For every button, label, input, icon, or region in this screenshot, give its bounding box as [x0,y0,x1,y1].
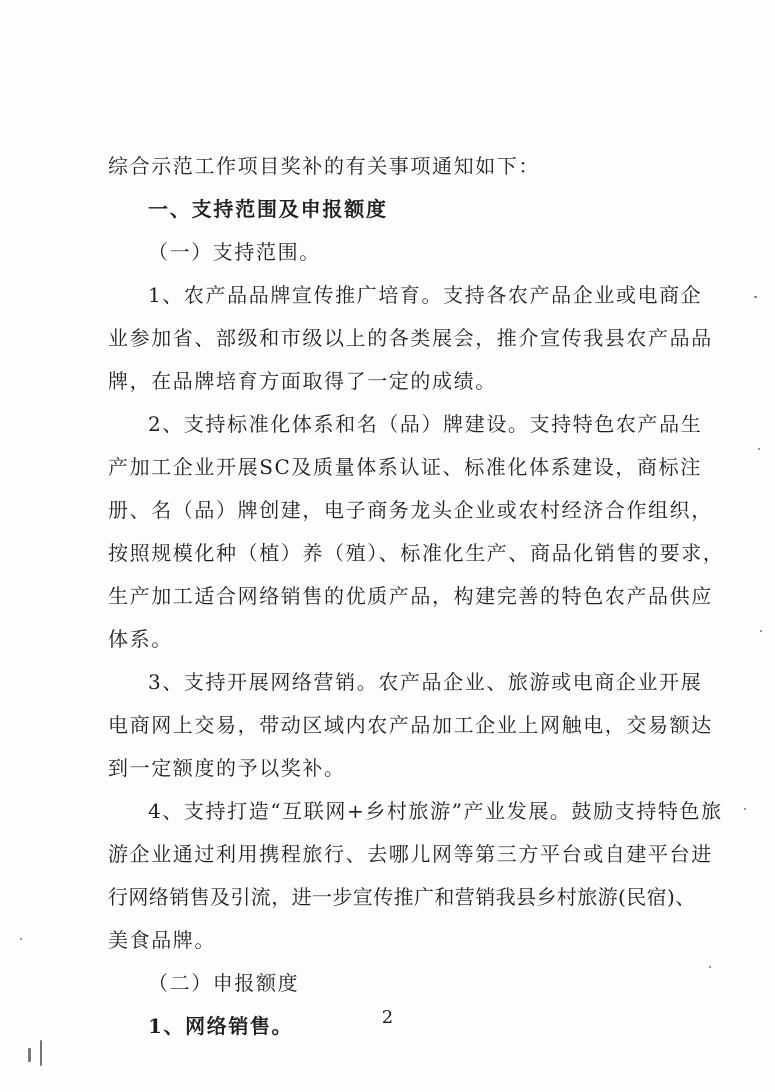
paragraph-line: 3、支持开展网络营销。农产品企业、旅游或电商企业开展 [148,670,703,694]
paragraph-item-1 [108,277,713,399]
scan-speck [28,1048,31,1062]
paragraph-line: 体系。 [108,627,173,651]
paragraph-line: 游企业通过利用携程旅行、去哪儿网等第三方平台或自建平台进 [108,842,713,866]
intro-line: 综合示范工作项目奖补的有关事项通知如下： [108,154,540,178]
scan-speck [758,448,760,450]
subsection-heading-scope: （一）支持范围。 [148,240,321,264]
paragraph-item-4 [108,793,723,958]
document-body [108,148,725,1044]
section-heading: 一、支持范围及申报额度 [148,197,388,221]
paragraph-line: 牌，在品牌培育方面取得了一定的成绩。 [108,369,497,393]
paragraph-line: 行网络销售及引流，进一步宣传推广和营销我县乡村旅游(民宿)、 [108,885,696,909]
paragraph-line: 业参加省、部级和市级以上的各类展会，推介宣传我县农产品品 [108,326,713,350]
subsection-heading-amount: （二）申报额度 [148,971,300,995]
paragraph-line: 到一定额度的予以奖补。 [108,756,346,780]
paragraph-item-3 [108,664,713,786]
paragraph-line: 生产加工适合网络销售的优质产品，构建完善的特色农产品供应 [108,584,713,608]
scan-speck [760,630,762,632]
paragraph-line: 4、支持打造“互联网+乡村旅游”产业发展。鼓励支持特色旅 [148,799,723,823]
paragraph-line: 美食品牌。 [108,928,216,952]
scan-speck [744,808,746,810]
paragraph-line: 产加工企业开展SC及质量体系认证、标准化体系建设，商标注 [108,455,702,479]
paragraph-line: 2、支持标准化体系和名（品）牌建设。支持特色农产品生 [148,412,703,436]
scan-speck [40,1040,42,1066]
scan-speck [20,938,22,940]
paragraph-line: 按照规模化种（植）养（殖）、标准化生产、商品化销售的要求， [108,541,725,565]
paragraph-line: 1、农产品品牌宣传推广培育。支持各农产品企业或电商企 [148,283,703,307]
item-heading-online-sales: 1、网络销售。 [148,1014,294,1038]
scan-speck [754,296,757,298]
page-number: 2 [381,1007,394,1028]
paragraph-item-2 [108,406,725,657]
scan-speck [709,966,711,968]
paragraph-line: 电商网上交易，带动区域内农产品加工企业上网触电，交易额达 [108,713,713,737]
paragraph-line: 册、名（品）牌创建，电子商务龙头企业或农村经济合作组织， [108,498,713,522]
